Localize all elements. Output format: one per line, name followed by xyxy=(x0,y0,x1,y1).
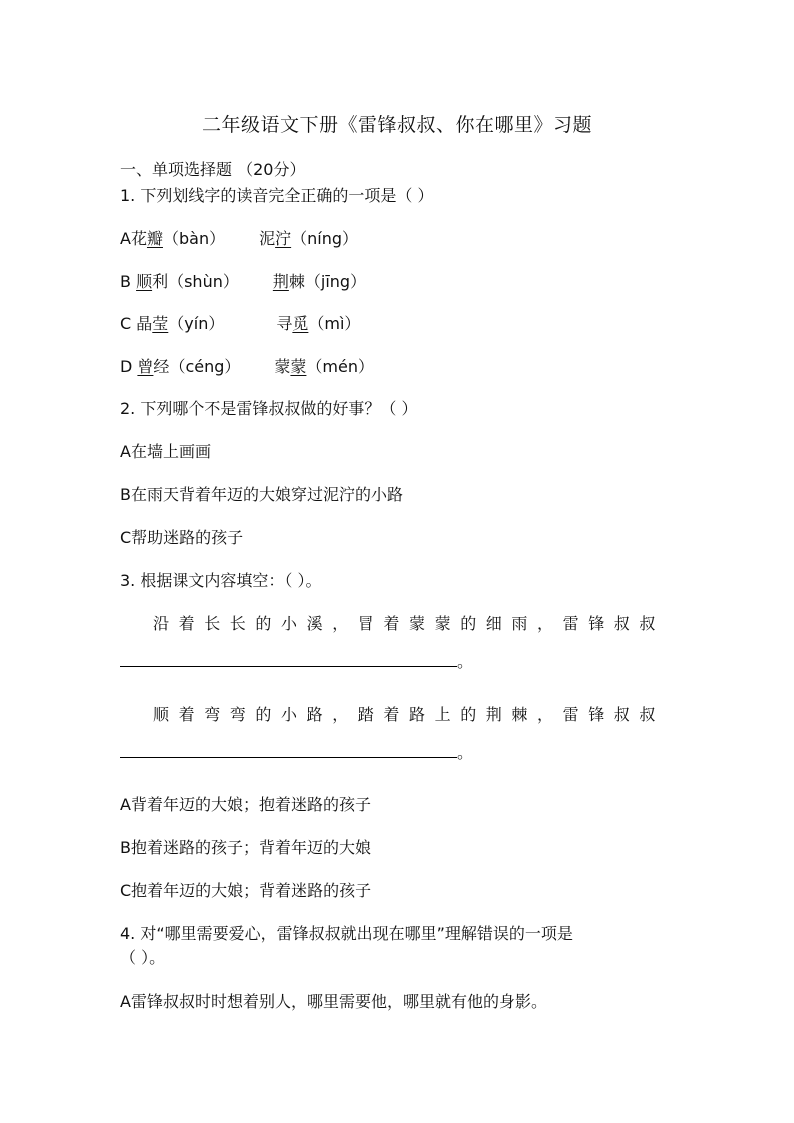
period: 。 xyxy=(457,743,474,762)
pinyin: （níng） xyxy=(291,229,359,248)
pinyin: （céng） xyxy=(169,357,241,376)
page-title: 二年级语文下册《雷锋叔叔、你在哪里》习题 xyxy=(201,114,592,136)
q3-answer-line-1 xyxy=(120,649,473,672)
question-2-stem: 2. 下列哪个不是雷锋叔叔做的好事？（ ） xyxy=(120,399,418,418)
underlined-char: 泞 xyxy=(275,229,292,248)
question-3-stem: 3. 根据课文内容填空：（ ）。 xyxy=(120,571,322,590)
word-prefix: 晶 xyxy=(136,314,153,333)
blank-line xyxy=(120,652,457,667)
word-prefix: 花 xyxy=(130,229,147,248)
underlined-char: 觅 xyxy=(292,314,309,333)
underlined-char: 曾 xyxy=(137,357,154,376)
word-prefix: 蒙 xyxy=(274,357,291,376)
underlined-char: 顺 xyxy=(136,272,153,291)
option-letter: A xyxy=(120,229,131,248)
q3-option-c: C抱着年迈的大娘；背着迷路的孩子 xyxy=(120,881,372,900)
question-1-stem: 1. 下列划线字的读音完全正确的一项是（ ） xyxy=(120,186,434,205)
underlined-char: 蒙 xyxy=(290,357,307,376)
q1-option-d xyxy=(120,354,374,377)
q3-option-b: B抱着迷路的孩子；背着年迈的大娘 xyxy=(120,838,371,857)
q2-option-c: C帮助迷路的孩子 xyxy=(120,528,244,547)
option-letter: C xyxy=(120,314,137,333)
word-suffix: 经 xyxy=(153,357,170,376)
word-suffix: 利 xyxy=(152,272,169,291)
pinyin: （yín） xyxy=(168,314,225,333)
blank-line xyxy=(120,743,457,758)
underlined-char: 瓣 xyxy=(146,229,163,248)
word-prefix: 泥 xyxy=(259,229,276,248)
word-prefix: 寻 xyxy=(276,314,293,333)
q2-option-b: B在雨天背着年迈的大娘穿过泥泞的小路 xyxy=(120,485,403,504)
q3-fill-sentence-1: 沿着长长的小溪，冒着蒙蒙的细雨，雷锋叔叔 xyxy=(153,614,666,633)
question-4-stem: 4. 对“哪里需要爱心，雷锋叔叔就出现在哪里”理解错误的一项是 xyxy=(120,924,573,943)
pinyin: （jīng） xyxy=(304,272,367,291)
period: 。 xyxy=(457,652,474,671)
pinyin: （shùn） xyxy=(168,272,239,291)
underlined-char: 莹 xyxy=(152,314,169,333)
pinyin: （bàn） xyxy=(162,229,226,248)
q3-fill-sentence-2: 顺着弯弯的小路，踏着路上的荆棘，雷锋叔叔 xyxy=(153,705,666,724)
pinyin: （mén） xyxy=(306,357,374,376)
word-suffix: 棘 xyxy=(288,272,305,291)
q4-option-a: A雷锋叔叔时时想着别人，哪里需要他，哪里就有他的身影。 xyxy=(120,992,547,1011)
option-letter: D xyxy=(120,357,138,376)
pinyin: （mì） xyxy=(308,314,361,333)
q1-option-c xyxy=(120,311,360,334)
q3-answer-line-2 xyxy=(120,740,473,763)
q3-option-a: A背着年迈的大娘；抱着迷路的孩子 xyxy=(120,795,371,814)
underlined-char: 荆 xyxy=(272,272,289,291)
section-heading: 一、单项选择题 （20分） xyxy=(120,160,306,179)
q1-option-a xyxy=(120,226,358,249)
question-4-stem-cont: （ ）。 xyxy=(120,948,166,967)
q2-option-a: A在墙上画画 xyxy=(120,442,211,461)
q1-option-b xyxy=(120,269,366,292)
option-letter: B xyxy=(120,272,137,291)
